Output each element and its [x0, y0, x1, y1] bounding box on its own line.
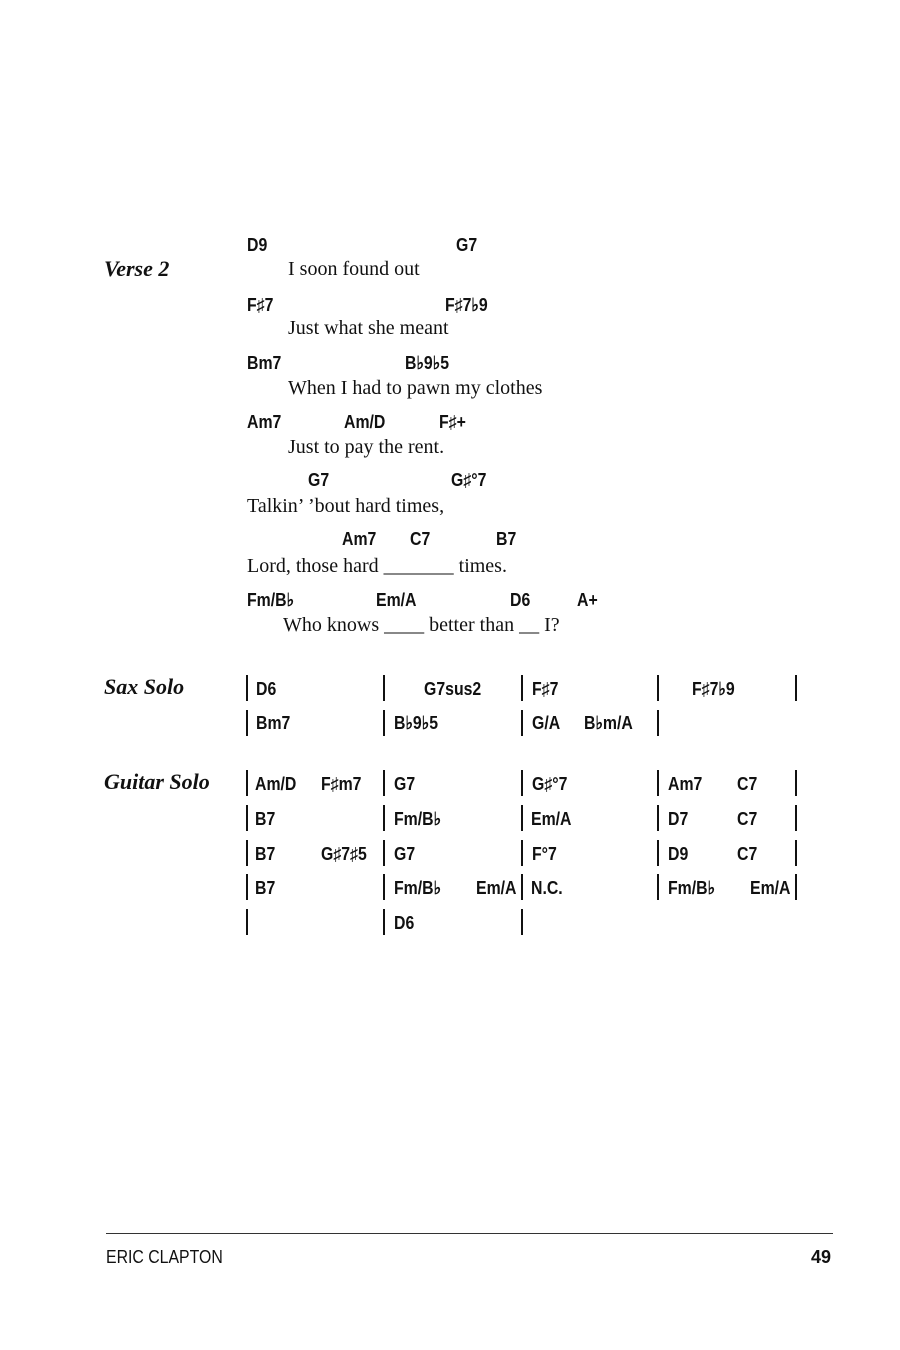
chord: F♯7♭9 [692, 679, 735, 699]
barline [795, 675, 797, 701]
chord: F°7 [532, 844, 557, 864]
chord: B♭9♭5 [405, 353, 450, 373]
chord: C7 [737, 844, 758, 864]
barline [521, 874, 523, 900]
chord: G7 [394, 844, 416, 864]
barline [246, 840, 248, 866]
chord: C7 [737, 774, 758, 794]
chord: Em/A [376, 590, 417, 610]
chord: Am7 [247, 412, 282, 432]
lyric-line: Talkin’ ’bout hard times, [247, 495, 445, 517]
barline [383, 710, 385, 736]
chord: Bm7 [256, 713, 291, 733]
barline [795, 874, 797, 900]
barline [521, 909, 523, 935]
chord: G♯7♯5 [321, 844, 367, 864]
section-label-sax-solo: Sax Solo [104, 674, 185, 699]
chord: D6 [394, 913, 415, 933]
chord: Am7 [342, 529, 377, 549]
chord: Am/D [344, 412, 386, 432]
footer-artist: ERIC CLAPTON [106, 1247, 223, 1267]
chord: G7sus2 [424, 679, 482, 699]
chord: Fm/B♭ [247, 590, 295, 610]
lyric-line: Lord, those hard _______ times. [247, 555, 507, 577]
chord: B7 [255, 878, 276, 898]
chord: F♯7 [532, 679, 559, 699]
barline [383, 840, 385, 866]
chord: Fm/B♭ [668, 878, 716, 898]
chord: A+ [577, 590, 598, 610]
chord: C7 [410, 529, 431, 549]
chord: Fm/B♭ [394, 878, 442, 898]
lyric-line: I soon found out [288, 258, 420, 280]
barline [657, 874, 659, 900]
chord: G♯°7 [451, 470, 487, 490]
chord: Bm7 [247, 353, 282, 373]
barline [383, 805, 385, 831]
chord: G/A [532, 713, 561, 733]
chord: F♯7 [247, 295, 274, 315]
chord: D6 [256, 679, 277, 699]
barline [795, 770, 797, 796]
page-number: 49 [811, 1247, 832, 1267]
footer-rule [106, 1233, 833, 1234]
chord: G♯°7 [532, 774, 568, 794]
chord: B7 [496, 529, 517, 549]
chord: N.C. [531, 878, 563, 898]
barline [657, 675, 659, 701]
lyric-line: When I had to pawn my clothes [288, 377, 543, 399]
barline [246, 909, 248, 935]
barline [795, 805, 797, 831]
barline [521, 675, 523, 701]
chord: G7 [394, 774, 416, 794]
lyric-line: Just to pay the rent. [288, 436, 445, 458]
barline [657, 710, 659, 736]
chord: Am/D [255, 774, 297, 794]
chord: B7 [255, 844, 276, 864]
chord: B♭m/A [584, 713, 633, 733]
chord: D7 [668, 809, 689, 829]
chord: Fm/B♭ [394, 809, 442, 829]
chord: G7 [308, 470, 330, 490]
barline [657, 840, 659, 866]
barline [383, 770, 385, 796]
chord: D9 [668, 844, 689, 864]
barline [246, 874, 248, 900]
chord: Em/A [750, 878, 791, 898]
barline [657, 805, 659, 831]
barline [246, 805, 248, 831]
barline [521, 770, 523, 796]
barline [383, 874, 385, 900]
section-label-guitar-solo: Guitar Solo [104, 769, 210, 794]
chord: F♯7♭9 [445, 295, 488, 315]
section-label-verse-2: Verse 2 [104, 256, 170, 281]
chord: D9 [247, 235, 268, 255]
chord: F♯m7 [321, 774, 362, 794]
barline [246, 710, 248, 736]
chord: Em/A [531, 809, 572, 829]
chord: D6 [510, 590, 531, 610]
barline [246, 770, 248, 796]
chord: C7 [737, 809, 758, 829]
barline [521, 840, 523, 866]
barline [383, 909, 385, 935]
lyric-line: Just what she meant [288, 317, 449, 339]
chord: B7 [255, 809, 276, 829]
barline [795, 840, 797, 866]
barline [383, 675, 385, 701]
barline [246, 675, 248, 701]
chord: Em/A [476, 878, 517, 898]
barline [521, 805, 523, 831]
barline [521, 710, 523, 736]
chord: F♯+ [439, 412, 466, 432]
barline [657, 770, 659, 796]
chord: Am7 [668, 774, 703, 794]
chord: B♭9♭5 [394, 713, 439, 733]
chord: G7 [456, 235, 478, 255]
lyric-line: Who knows ____ better than __ I? [283, 614, 560, 636]
